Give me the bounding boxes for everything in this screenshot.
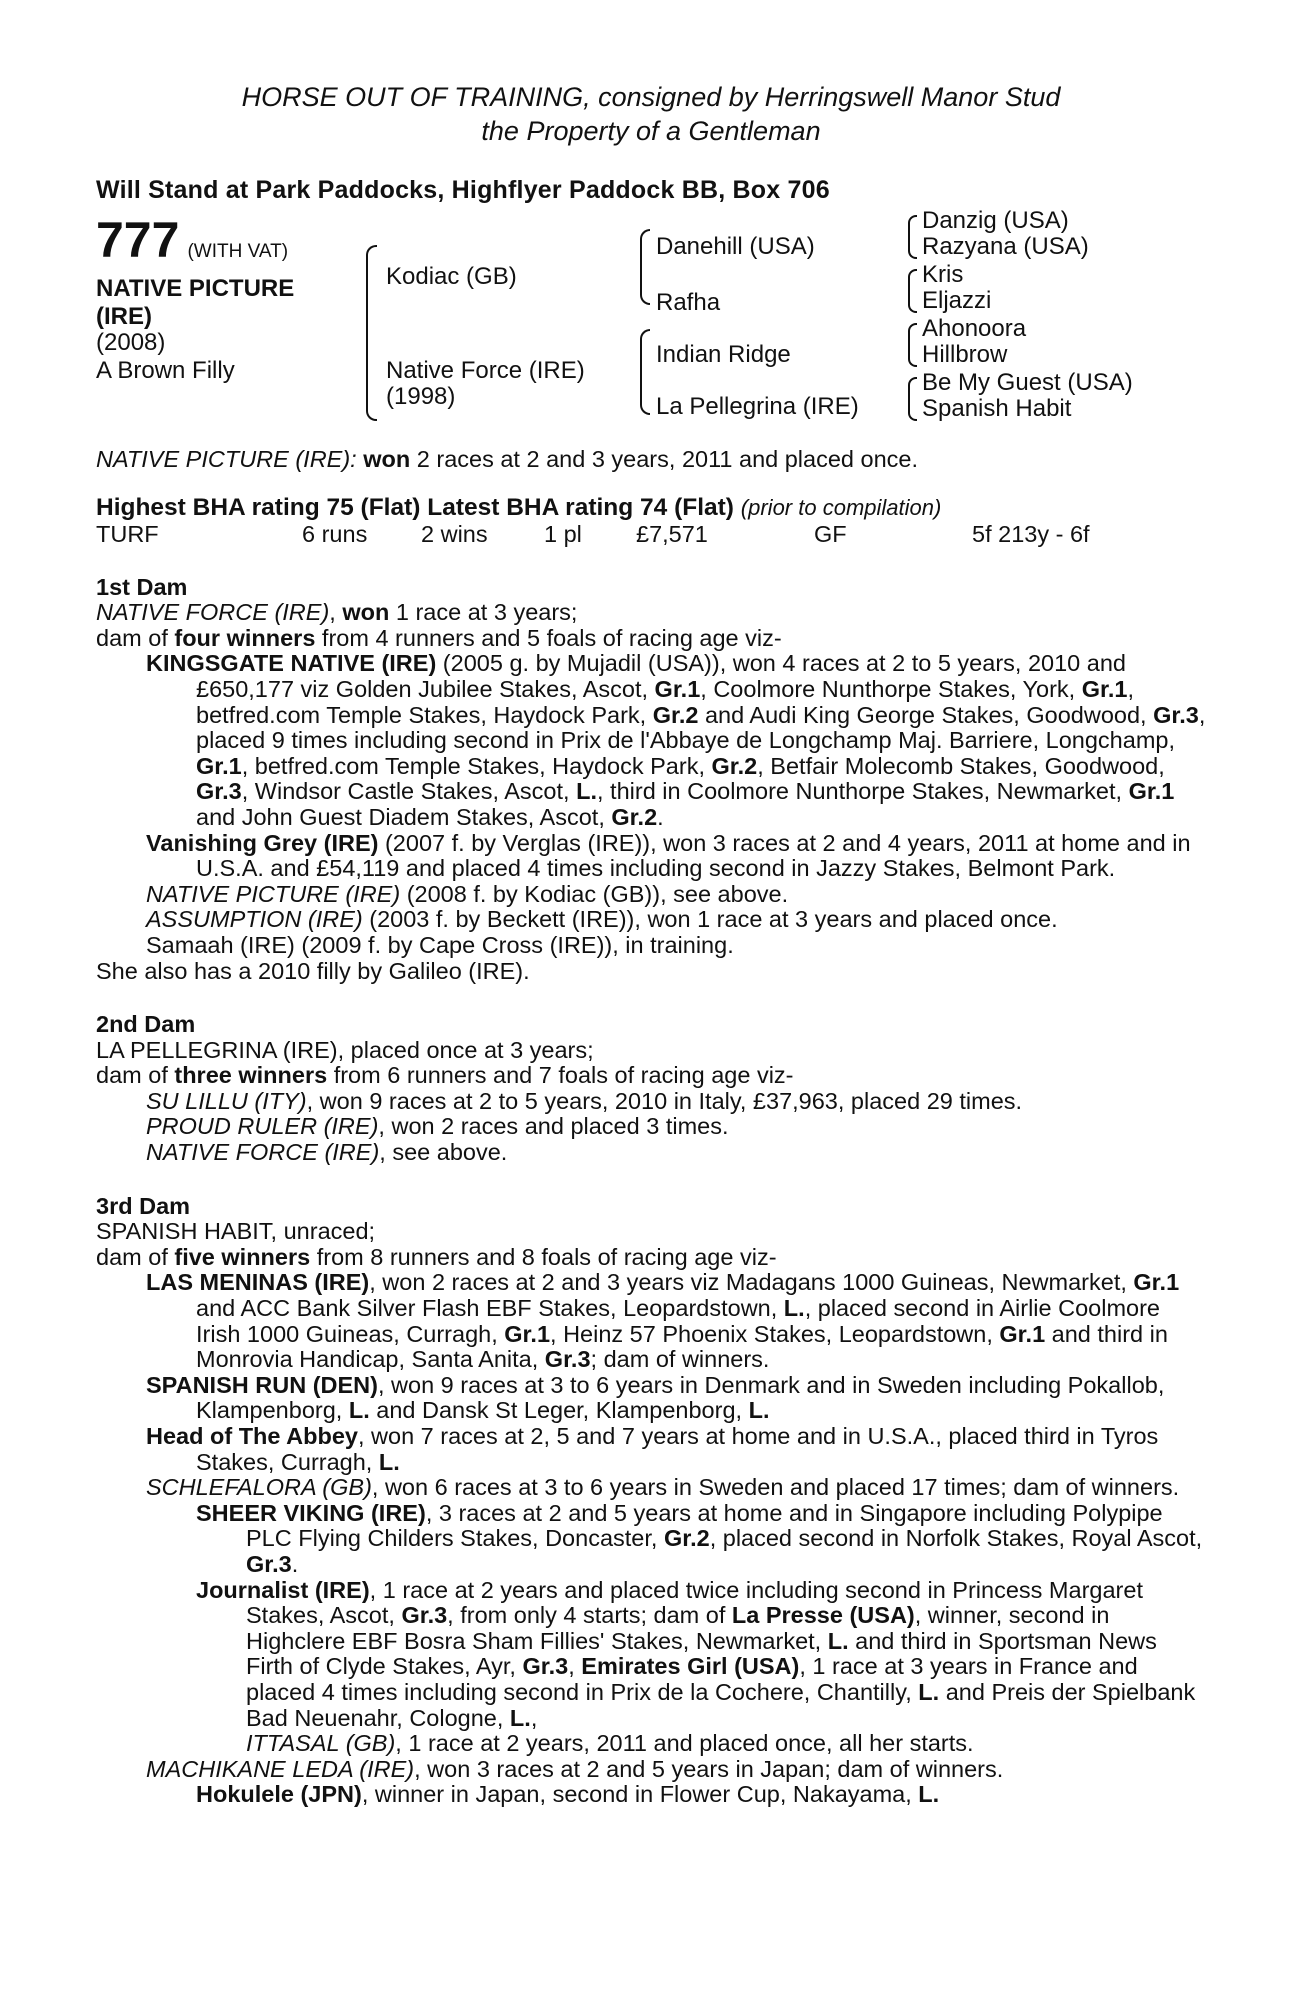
section-heading: 2nd Dam [96,1011,196,1038]
ancestor-ahonoora: Ahonoora [922,315,1027,342]
horse-name-country: (IRE) [96,303,152,330]
lot-number-line [96,213,288,267]
race-summary: NATIVE PICTURE (IRE): won 2 races at 2 and 3 years, 2011 and placed once. [96,446,919,472]
dam-produce: dam of four winners from 4 runners and 5 foals of racing age viz- [96,624,782,651]
produce-entry: SPANISH RUN (DEN), won 9 races at 3 to 6 years in Denmark and in Sweden including Pokallob, Klampenborg, L. and Dansk St Leger, Klampenborg, L. [146,1371,1165,1424]
produce-entry: SU LILLU (ITY), won 9 races at 2 to 5 years, 2010 in Italy, £37,963, placed 29 times. [146,1087,1023,1114]
pedigree-brace-dam [640,329,650,415]
sire-dam: Rafha [656,289,721,316]
produce-entry: Vanishing Grey (IRE) (2007 f. by Verglas (IRE)), won 3 races at 2 and 4 years, 2011 at home and in U.S.A. and £54,119 and placed 4 times including second in Jazzy Stakes, Belmont Park. [146,829,1191,882]
dam-sire: Indian Ridge [656,341,791,368]
turf-distance: 5f 213y - 6f [972,520,1090,547]
stand-location: Will Stand at Park Paddocks, Highflyer Paddock BB, Box 706 [96,176,830,204]
produce-entry: ASSUMPTION (IRE) (2003 f. by Beckett (IRE)), won 1 race at 3 years and placed once. [146,906,1058,933]
turf-record [96,521,1206,547]
header-consignor: HORSE OUT OF TRAINING, consigned by Herringswell Manor Stud [241,82,1061,112]
ancestor-kris: Kris [922,261,964,288]
produce-entry: NATIVE PICTURE (IRE) (2008 f. by Kodiac (GB)), see above. [146,880,789,907]
ancestor-spanish-habit: Spanish Habit [922,395,1072,422]
section-heading: 1st Dam [96,573,188,600]
vat-note: (WITH VAT) [187,241,289,262]
produce-entry: MACHIKANE LEDA (IRE), won 3 races at 2 and 5 years in Japan; dam of winners. [146,1755,1004,1782]
horse-description: A Brown Filly [96,357,235,384]
produce-entry: Journalist (IRE), 1 race at 2 years and placed twice including second in Princess Margaret Stakes, Ascot, Gr.3, from only 4 starts; dam of La Presse (USA), winner, second in Highclere EBF Bosra Sham Fillies' Stakes, Newmarket, L. and third in Sportsman News Firth of Clyde Stakes, Ayr, Gr.3, Emirates Girl (USA), 1 race at 3 years in France and placed 4 times including second in Prix de la Cochere, Chantilly, L. and Preis der Spielbank Bad Neuenahr, Cologne, L., ITTASAL (GB), 1 race at 2 years, 2011 and placed once, all her starts. [196,1576,1196,1757]
produce-entry: NATIVE FORCE (IRE), see above. [146,1139,508,1166]
dam: Native Force (IRE) [386,357,585,384]
turf-earnings: £7,571 [636,520,708,547]
produce-entry: LAS MENINAS (IRE), won 2 races at 2 and 3 years viz Madagans 1000 Guineas, Newmarket, Gr.1 and ACC Bank Silver Flash EBF Stakes, Leopardstown, L., placed second in Airlie Coolmore Irish 1000 Guineas, Curragh, Gr.1, Heinz 57 Phoenix Stakes, Leopardstown, Gr.1 and third in Monrovia Handicap, Santa Anita, Gr.3; dam of winners. [146,1269,1180,1373]
catalogue-page [96,80,1206,1808]
produce-entry: SHEER VIKING (IRE), 3 races at 2 and 5 years at home and in Singapore including Polypipe PLC Flying Childers Stakes, Doncaster, Gr.2, placed second in Norfolk Stakes, Royal Ascot, Gr.3. [196,1499,1203,1577]
section-heading: 3rd Dam [96,1192,191,1219]
lot-number: 777 [96,212,180,268]
dam-dam: La Pellegrina (IRE) [656,393,859,420]
horse-name: NATIVE PICTURE [96,275,295,302]
pedigree-brace-g2 [908,269,917,313]
horse-year: (2008) [96,329,166,356]
dam-produce: dam of five winners from 8 runners and 8 foals of racing age viz- [96,1243,777,1270]
pedigree-brace-g4 [908,377,917,421]
second-dam-section [96,1012,1206,1166]
sire: Kodiac (GB) [386,263,517,290]
dam-year: (1998) [386,383,456,410]
ancestor-be-my-guest: Be My Guest (USA) [922,369,1133,396]
turf-going: GF [814,520,847,547]
produce-entry: Head of The Abbey, won 7 races at 2, 5 and 7 years at home and in U.S.A., placed third in Tyros Stakes, Curragh, L. [146,1423,1159,1475]
turf-surface: TURF [96,520,159,547]
produce-entry: Samaah (IRE) (2009 f. by Cape Cross (IRE)), in training. [146,931,734,958]
turf-wins: 2 wins [421,520,488,547]
produce-entry: Hokulele (JPN), winner in Japan, second in Flower Cup, Nakayama, L. [196,1781,940,1808]
pedigree-brace-g1 [908,215,917,259]
ancestor-danzig: Danzig (USA) [922,207,1069,234]
ancestor-eljazzi: Eljazzi [922,287,992,314]
bha-rating: Highest BHA rating 75 (Flat) Latest BHA rating 74 (Flat) (prior to compilation) [96,493,942,521]
dam-record: NATIVE FORCE (IRE), won 1 race at 3 years; [96,599,578,626]
produce-entry: SCHLEFALORA (GB), won 6 races at 3 to 6 years in Sweden and placed 17 times; dam of winners. [146,1474,1180,1501]
ancestor-hillbrow: Hillbrow [922,341,1008,368]
dam-record: LA PELLEGRINA (IRE), placed once at 3 years; [96,1036,594,1063]
pedigree-brace-g3 [908,323,917,367]
produce-entry: KINGSGATE NATIVE (IRE) (2005 g. by Mujadil (USA)), won 4 races at 2 to 5 years, 2010 and £650,177 viz Golden Jubilee Stakes, Ascot, Gr.1, Coolmore Nunthorpe Stakes, York, Gr.1, betfred.com Temple Stakes, Haydock Park, Gr.2 and Audi King George Stakes, Goodwood, Gr.3, placed 9 times including second in Prix de l'Abbaye de Longchamp Maj. Barriere, Longchamp, Gr.1, betfred.com Temple Stakes, Haydock Park, Gr.2, Betfair Molecomb Stakes, Goodwood, Gr.3, Windsor Castle Stakes, Ascot, L., third in Coolmore Nunthorpe Stakes, Newmarket, Gr.1 and John Guest Diadem Stakes, Ascot, Gr.2. [146,650,1206,830]
header-property: the Property of a Gentleman [481,116,821,146]
pedigree-block [96,209,1206,427]
page-header [96,80,1206,148]
pedigree-brace-sire [640,229,650,305]
ancestor-razyana: Razyana (USA) [922,233,1089,260]
turf-runs: 6 runs [302,520,368,547]
dam-produce: dam of three winners from 6 runners and 7 foals of racing age viz- [96,1062,794,1089]
first-dam-section [96,575,1206,985]
third-dam-section [96,1194,1206,1808]
dam-record: SPANISH HABIT, unraced; [96,1218,376,1245]
turf-placed: 1 pl [544,520,582,547]
produce-note: She also has a 2010 filly by Galileo (IRE). [96,957,530,984]
sire-sire: Danehill (USA) [656,233,815,260]
pedigree-brace-main [366,245,377,421]
produce-entry: PROUD RULER (IRE), won 2 races and placed 3 times. [146,1113,729,1140]
